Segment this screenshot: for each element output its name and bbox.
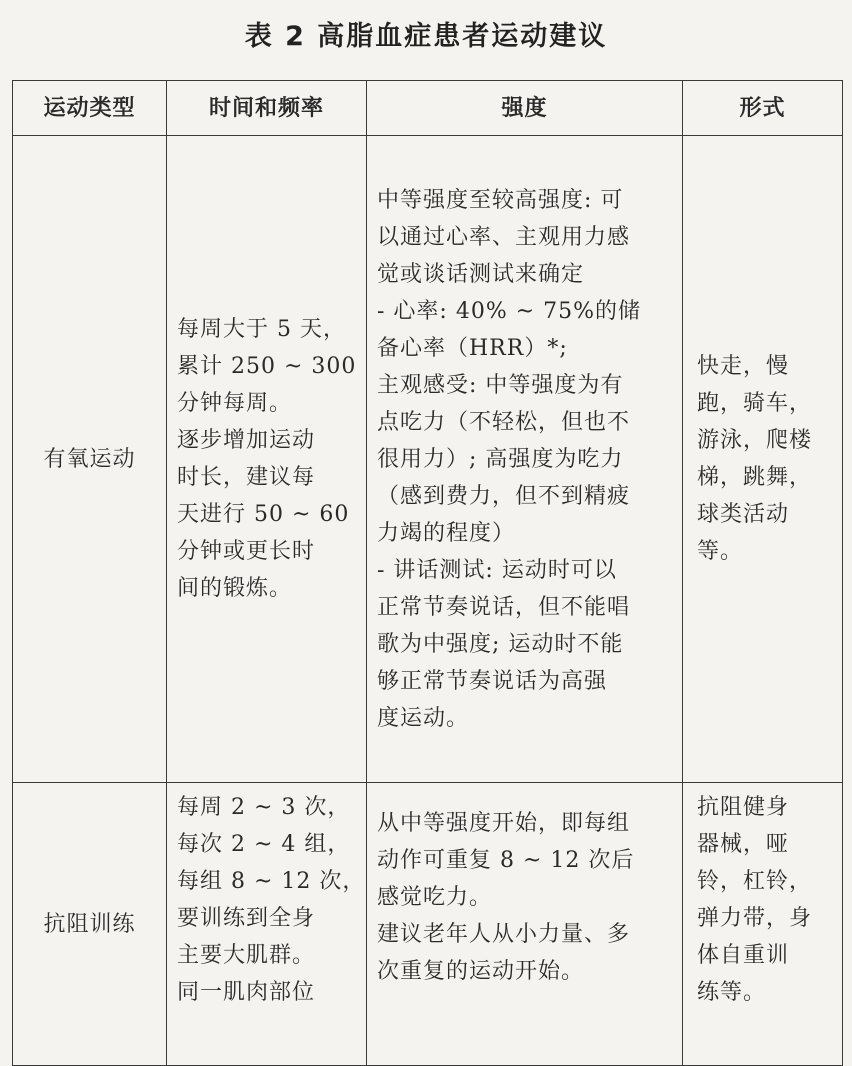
text-line: 中等强度至较高强度: 可 [377,187,624,213]
text-line: 要训练到全身 [177,906,316,931]
text-line: 次重复的运动开始。 [377,959,585,984]
cell-form [683,136,843,783]
text-line: 觉或谈话测试来确定 [377,261,585,287]
text-line: 间的锻炼。 [177,576,293,601]
cell-intensity [367,783,683,1066]
text-line: 力竭的程度） [377,520,516,546]
text-line: 等。 [697,539,744,564]
text-line: 弹力带，身 [697,906,813,931]
exercise-recommendation-table [12,80,843,1066]
text-line: 跑，骑车， [697,391,813,416]
text-line: 梯，跳舞， [697,465,813,490]
text-line: 快走，慢 [697,354,790,379]
cell-type: 有氧运动 [13,136,167,783]
cell-type: 抗阻训练 [13,783,167,1066]
text-line: - 心率: 40% ~ 75%的储 [377,298,642,324]
text-line: 主观感受: 中等强度为有 [377,372,624,398]
header-form: 形式 [683,81,843,136]
text-line: 体自重训 [697,943,790,968]
cell-frequency [167,136,367,783]
text-line: 感觉吃力。 [377,885,493,910]
text-line: 每次 2 ~ 4 组， [177,832,351,857]
text-line: 度运动。 [377,705,470,731]
text-line: （感到费力，但不到精疲 [377,483,631,509]
text-line: - 讲话测试: 运动时可以 [377,557,617,583]
text-line: 天进行 50 ~ 60 [177,502,350,527]
text-line: 器械，哑 [697,832,790,857]
header-row [13,81,843,136]
text-line: 逐步增加运动 [177,428,316,453]
cell-frequency [167,783,367,1066]
text-line: 抗阻健身 [697,795,790,820]
text-line: 正常节奏说话，但不能唱 [377,594,631,620]
text-line: 备心率（HRR）*; [377,335,568,361]
text-line: 很用力）; 高强度为吃力 [377,446,624,472]
text-line: 歌为中强度; 运动时不能 [377,631,624,657]
table-title: 表 2 高脂血症患者运动建议 [244,21,608,52]
header-intensity: 强度 [367,81,683,136]
text-line: 以通过心率、主观用力感 [377,224,631,250]
text-line: 球类活动 [697,502,790,527]
table-row [13,136,843,783]
text-line: 主要大肌群。 [177,943,316,968]
text-line: 时长，建议每 [177,465,316,490]
text-line: 从中等强度开始，即每组 [377,811,631,836]
text-line: 点吃力（不轻松，但也不 [377,409,631,435]
cell-form [683,783,843,1066]
text-line: 游泳，爬楼 [697,428,813,453]
text-line: 铃，杠铃， [697,869,813,894]
table-row [13,783,843,1066]
text-line: 分钟每周。 [177,391,293,416]
text-line: 建议老年人从小力量、多 [377,922,631,947]
text-line: 累计 250 ~ 300 [177,354,357,379]
text-line: 每周大于 5 天， [177,317,346,342]
text-line: 练等。 [697,980,767,1005]
text-line: 动作可重复 8 ~ 12 次后 [377,848,635,873]
cell-intensity [367,136,683,783]
text-line: 每组 8 ~ 12 次， [177,869,366,894]
header-frequency: 时间和频率 [167,81,367,136]
text-line: 每周 2 ~ 3 次， [177,795,351,820]
text-line: 同一肌肉部位 [177,980,316,1005]
text-line: 分钟或更长时 [177,539,316,564]
header-type: 运动类型 [13,81,167,136]
text-line: 够正常节奏说话为高强 [377,668,608,694]
